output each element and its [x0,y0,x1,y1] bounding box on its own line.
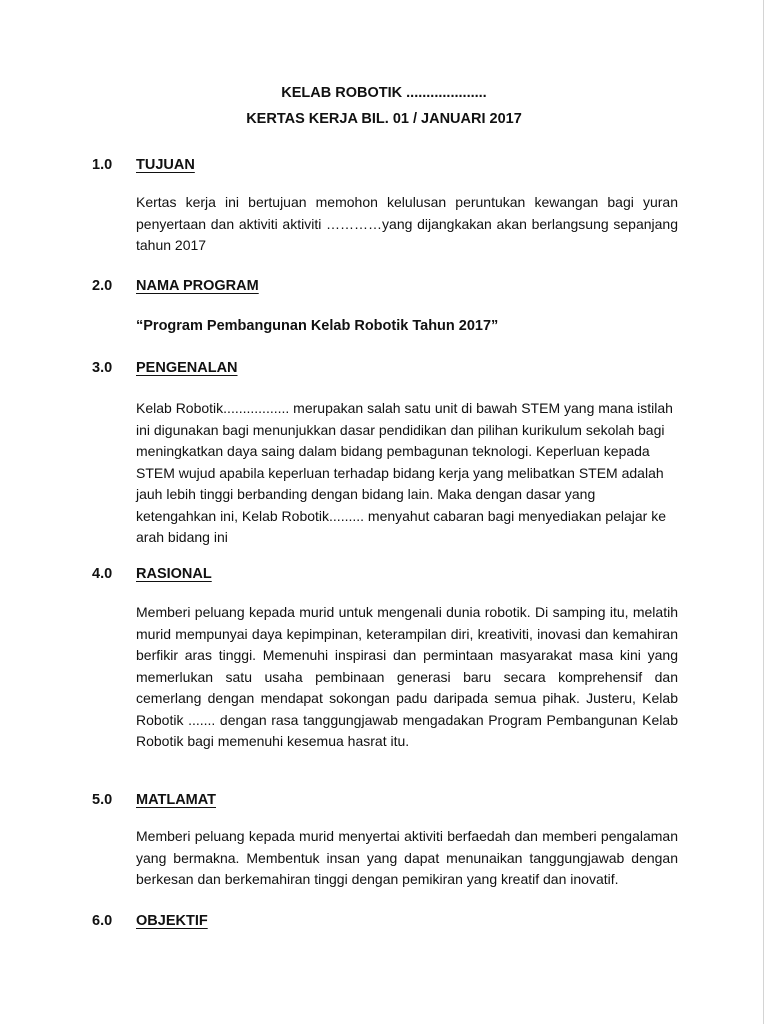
section-title: PENGENALAN [136,360,238,376]
section-title: TUJUAN [136,157,195,173]
program-name: “Program Pembangunan Kelab Robotik Tahun 2017” [136,318,499,334]
section-body-matlamat: Memberi peluang kepada murid menyertai aktiviti berfaedah dan memberi pengalaman yang bermakna. Membentuk insan yang dapat menunaikan tanggungjawab dengan berkesan dan berkemahiran tinggi dengan pemikiran yang kreatif dan inovatif. [136,828,678,887]
section-title: RASIONAL [136,566,212,582]
section-heading-pengenalan [92,358,238,378]
section-number: 6.0 [92,913,113,929]
section-number: 1.0 [92,157,113,173]
section-heading-rasional [92,564,212,584]
section-heading-nama-program [92,276,259,296]
section-heading-objektif [92,911,208,931]
page-edge-divider [763,0,764,1024]
section-title: OBJEKTIF [136,913,208,929]
section-title: MATLAMAT [136,792,216,808]
section-number: 4.0 [92,566,113,582]
document-title: KELAB ROBOTIK .................... [281,85,487,101]
section-body-tujuan: Kertas kerja ini bertujuan memohon kelulusan peruntukan kewangan bagi yuran penyertaan dan aktiviti aktiviti …………yang dijangkakan akan berlangsung sepanjang tahun 2017 [136,194,678,253]
section-body-pengenalan: Kelab Robotik................. merupakan salah satu unit di bawah STEM yang mana istilah ini digunakan bagi menunjukkan dasar pendidikan dan pilihan kurikulum sekolah bagi meningkatkan daya saing dalam bidang pembagunan teknologi. Keperluan kepada STEM wujud apabila keperluan terhadap bidang kerja yang melibatkan STEM adalah jauh lebih tinggi berbanding dengan bidang lain. Maka dengan dasar yang ketengahkan ini, Kelab Robotik......... menyahut cabaran bagi menyediakan pelajar ke arah bidang ini [136,400,673,545]
section-heading-tujuan [92,155,195,175]
section-heading-matlamat [92,790,216,810]
section-number: 3.0 [92,360,113,376]
section-number: 2.0 [92,278,113,294]
section-body-rasional: Memberi peluang kepada murid untuk mengenali dunia robotik. Di samping itu, melatih murid mempunyai daya kepimpinan, keterampilan diri, kreativiti, inovasi dan kemahiran berfikir aras tinggi. Memenuhi inspirasi dan permintaan masyarakat masa kini yang memerlukan satu usaha pembinaan generasi baru secara komprehensif dan cemerlang dengan mendapat sokongan padu daripada semua pihak. Justeru, Kelab Robotik ....... dengan rasa tanggungjawab mengadakan Program Pembangunan Kelab Robotik bagi memenuhi kesemua hasrat itu. [136,604,678,749]
section-number: 5.0 [92,792,113,808]
section-title: NAMA PROGRAM [136,278,259,294]
document-subtitle: KERTAS KERJA BIL. 01 / JANUARI 2017 [246,111,522,127]
